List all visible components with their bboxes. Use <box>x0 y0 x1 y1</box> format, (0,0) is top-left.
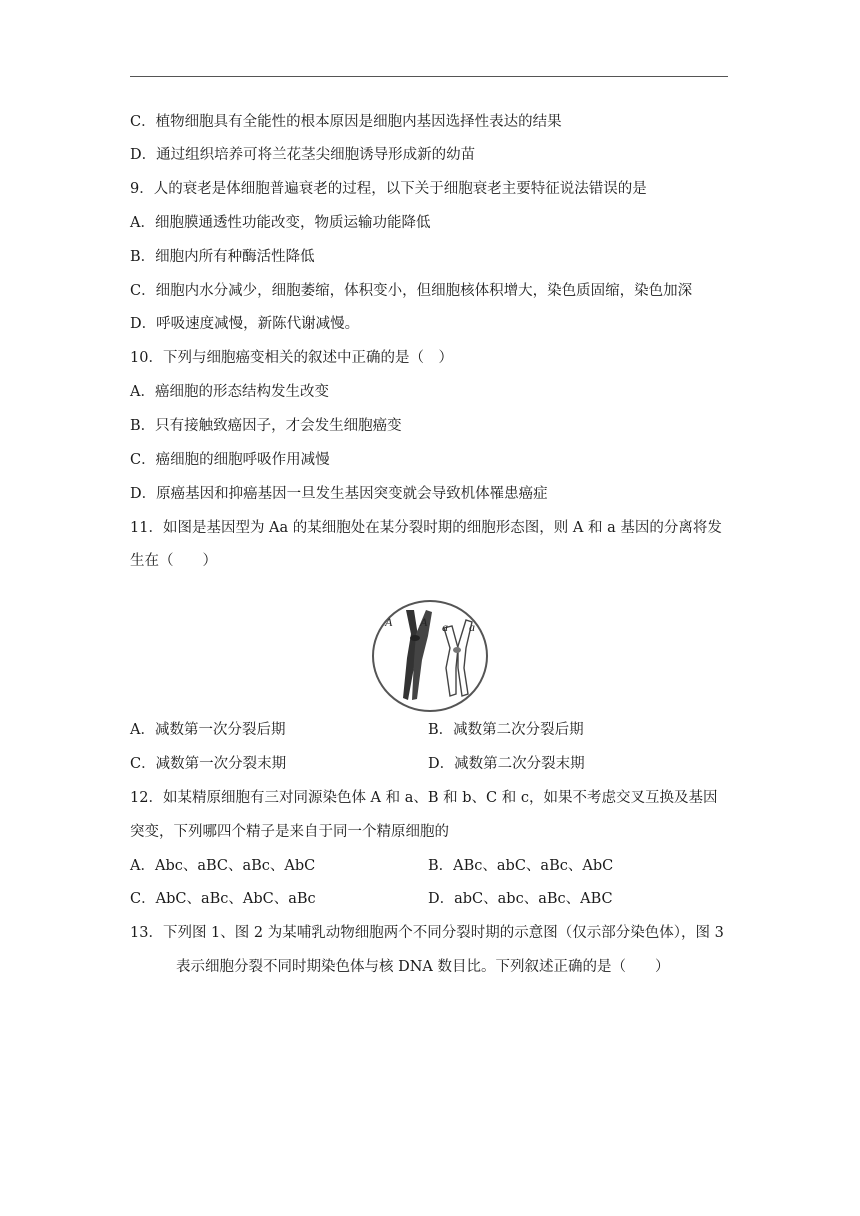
question-13-line1: 13．下列图 1、图 2 为某哺乳动物细胞两个不同分裂时期的示意图（仅示部分染色体），图 3 <box>130 925 724 941</box>
option-c-q9: C．细胞内水分减少，细胞萎缩，体积变小，但细胞核体积增大，染色质固缩，染色加深 <box>130 283 693 299</box>
question-12-line1: 12．如某精原细胞有三对同源染色体 A 和 a、B 和 b、C 和 c，如果不考虑交叉互换及基因 <box>130 790 718 806</box>
cell-diagram <box>370 598 490 714</box>
light-chromatid-left <box>444 626 458 696</box>
option-b-q12: B．ABc、abC、aBc、AbC <box>428 858 614 874</box>
option-b-q9: B．细胞内所有种酶活性降低 <box>130 249 315 265</box>
option-a-q10: A．癌细胞的形态结构发生改变 <box>130 384 329 400</box>
option-d-q8: D．通过组织培养可将兰花茎尖细胞诱导形成新的幼苗 <box>130 147 476 163</box>
question-13-line2: 表示细胞分裂不同时期染色体与核 DNA 数目比。下列叙述正确的是（ ） <box>176 959 670 975</box>
question-11-line1: 11．如图是基因型为 Aa 的某细胞处在某分裂时期的细胞形态图，则 A 和 a 基因的分离将发 <box>130 520 722 536</box>
option-b-q10: B．只有接触致癌因子，才会发生细胞癌变 <box>130 418 402 434</box>
dark-centromere <box>410 635 420 641</box>
option-a-q12: A．Abc、aBC、aBc、AbC <box>130 858 316 874</box>
option-c-q12: C．AbC、aBc、AbC、aBc <box>130 891 316 907</box>
option-d-q11: D．减数第二次分裂末期 <box>428 756 585 772</box>
header-rule <box>130 76 728 77</box>
option-a-q11: A．减数第一次分裂后期 <box>130 722 286 738</box>
label-a-left: a <box>442 620 448 634</box>
option-c-q11: C．减数第一次分裂末期 <box>130 756 287 772</box>
option-b-q11: B．减数第二次分裂后期 <box>428 722 584 738</box>
label-A-left: A <box>385 615 393 629</box>
option-d-q10: D．原癌基因和抑癌基因一旦发生基因突变就会导致机体罹患癌症 <box>130 486 548 502</box>
option-c-q8: C．植物细胞具有全能性的根本原因是细胞内基因选择性表达的结果 <box>130 114 562 130</box>
option-a-q9: A．细胞膜通透性功能改变，物质运输功能降低 <box>130 215 431 231</box>
option-c-q10: C．癌细胞的细胞呼吸作用减慢 <box>130 452 330 468</box>
option-d-q12: D．abC、abc、aBc、ABC <box>428 891 613 907</box>
light-centromere <box>453 647 461 653</box>
question-12-line2: 突变，下列哪四个精子是来自于同一个精原细胞的 <box>130 824 449 840</box>
label-A-right: A <box>420 615 428 629</box>
question-10: 10．下列与细胞癌变相关的叙述中正确的是（ ） <box>130 350 453 366</box>
question-11-line2: 生在（ ） <box>130 553 217 569</box>
question-9: 9．人的衰老是体细胞普遍衰老的过程，以下关于细胞衰老主要特征说法错误的是 <box>130 181 647 197</box>
label-a-right: a <box>469 620 475 634</box>
option-d-q9: D．呼吸速度减慢，新陈代谢减慢。 <box>130 316 360 332</box>
